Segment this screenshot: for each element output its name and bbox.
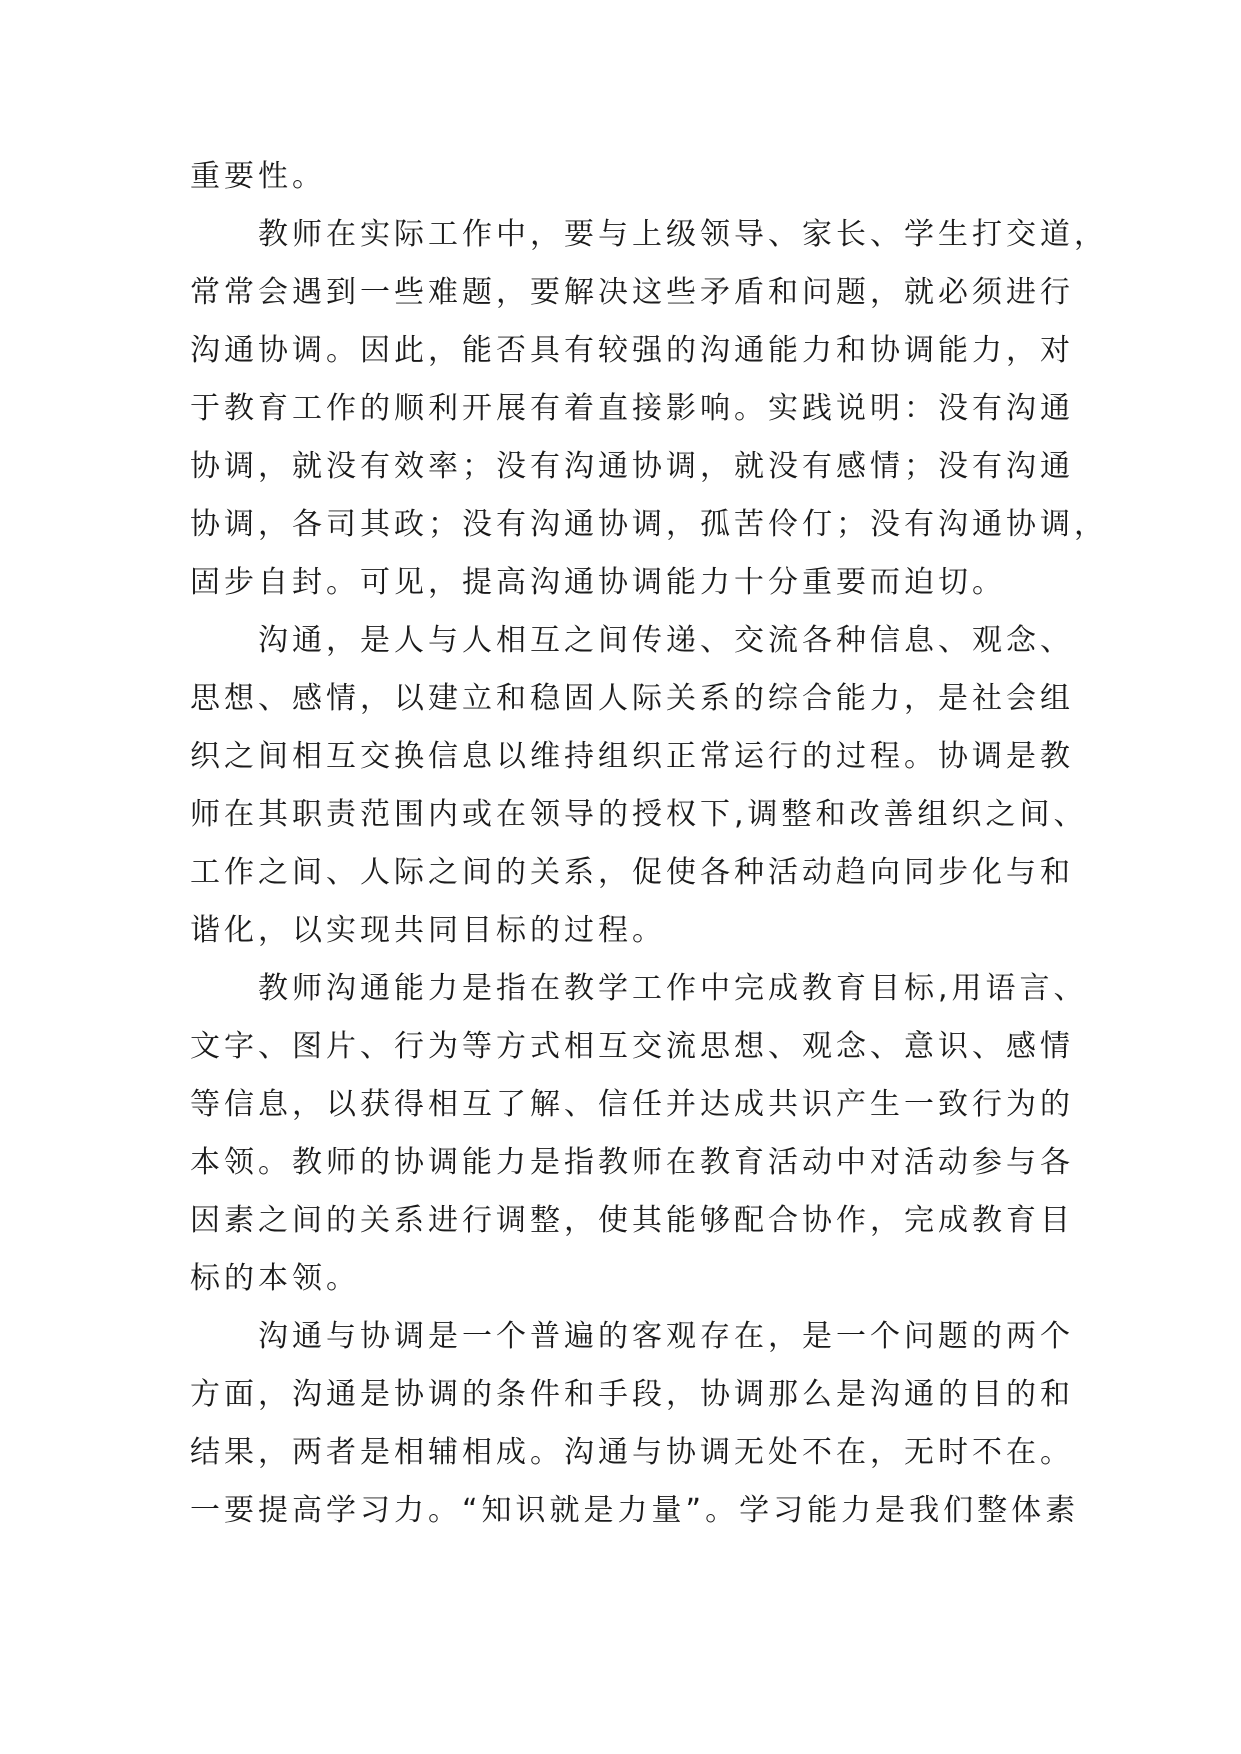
text-line: 沟通与协调是一个普遍的客观存在，是一个问题的两个 (190, 1319, 1074, 1354)
text-line: 师在其职责范围内或在领导的授权下,调整和改善组织之间、 (190, 797, 1088, 832)
text-line: 固步自封。可见，提高沟通协调能力十分重要而迫切。 (190, 565, 1006, 600)
text-line: 方面，沟通是协调的条件和手段，协调那么是沟通的目的和 (190, 1377, 1074, 1412)
text-line: 本领。教师的协调能力是指教师在教育活动中对活动参与各 (190, 1145, 1074, 1180)
text-line: 文字、图片、行为等方式相互交流思想、观念、意识、感情 (190, 1029, 1074, 1064)
text-line: 等信息，以获得相互了解、信任并达成共识产生一致行为的 (190, 1087, 1074, 1122)
text-line: 工作之间、人际之间的关系，促使各种活动趋向同步化与和 (190, 855, 1074, 890)
text-line: 协调，就没有效率；没有沟通协调，就没有感情；没有沟通 (190, 449, 1074, 484)
text-line: 重要性。 (190, 159, 326, 194)
text-line: 教师沟通能力是指在教学工作中完成教育目标,用语言、 (190, 971, 1088, 1006)
text-line: 沟通，是人与人相互之间传递、交流各种信息、观念、 (190, 623, 1074, 658)
document-body (190, 152, 1108, 1712)
text-line: 思想、感情，以建立和稳固人际关系的综合能力，是社会组 (190, 681, 1074, 716)
text-line: 协调，各司其政；没有沟通协调，孤苦伶仃；没有沟通协调， (190, 507, 1108, 542)
text-line: 沟通协调。因此，能否具有较强的沟通能力和协调能力，对 (190, 333, 1074, 368)
text-line: 织之间相互交换信息以维持组织正常运行的过程。协调是教 (190, 739, 1074, 774)
text-line: 结果，两者是相辅相成。沟通与协调无处不在，无时不在。 (190, 1435, 1074, 1470)
text-line: 教师在实际工作中，要与上级领导、家长、学生打交道， (190, 217, 1108, 252)
text-line: 标的本领。 (190, 1261, 360, 1296)
text-line: 于教育工作的顺利开展有着直接影响。实践说明：没有沟通 (190, 391, 1074, 426)
text-line: 因素之间的关系进行调整，使其能够配合协作，完成教育目 (190, 1203, 1074, 1238)
text-line: 一要提高学习力。“知识就是力量”。学习能力是我们整体素 (190, 1493, 1080, 1528)
text-line: 谐化，以实现共同目标的过程。 (190, 913, 666, 948)
text-line: 常常会遇到一些难题，要解决这些矛盾和问题，就必须进行 (190, 275, 1074, 310)
